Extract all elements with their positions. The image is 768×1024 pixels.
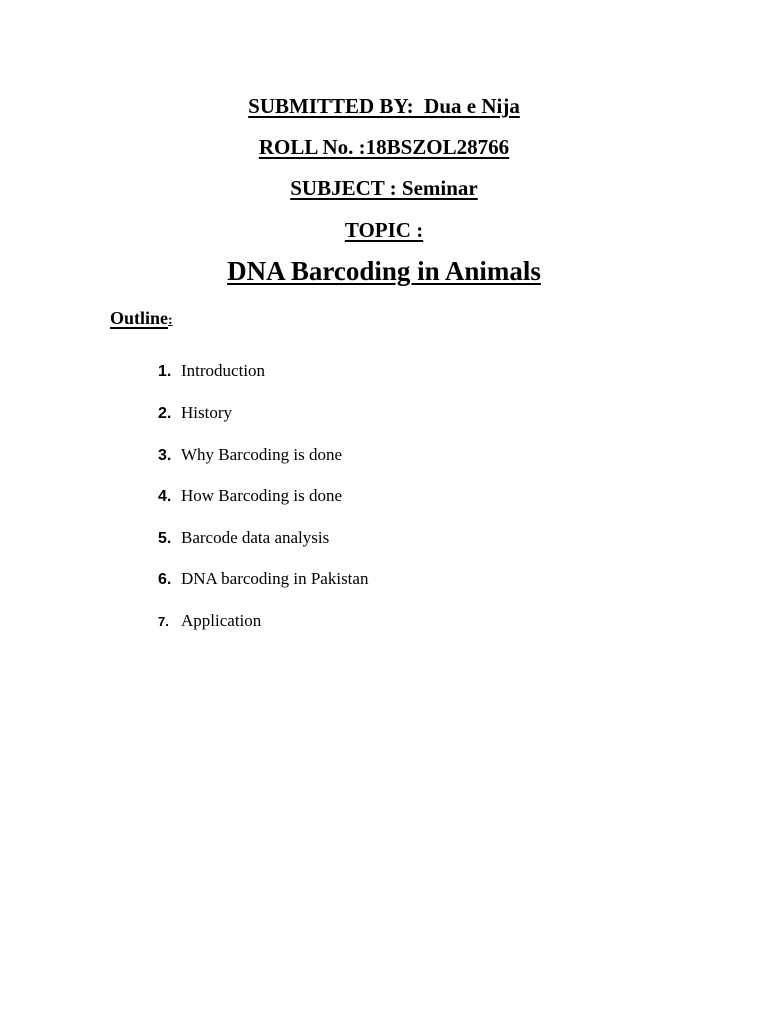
outline-item-text: How Barcoding is done bbox=[181, 486, 343, 505]
outline-item-introduction bbox=[158, 361, 265, 383]
outline-item-data-analysis bbox=[158, 528, 329, 550]
outline-item-number: 5. bbox=[158, 530, 172, 547]
outline-item-how-barcoding bbox=[158, 486, 342, 508]
outline-item-application bbox=[158, 611, 261, 633]
outline-item-number: 1. bbox=[158, 363, 172, 380]
outline-item-text: History bbox=[181, 403, 232, 422]
outline-item-text: Application bbox=[181, 611, 262, 630]
subject: SUBJECT : Seminar bbox=[290, 176, 478, 200]
outline-item-why-barcoding bbox=[158, 445, 342, 467]
outline-item-text: Why Barcoding is done bbox=[181, 445, 342, 464]
outline-item-number: 6. bbox=[158, 571, 172, 588]
outline-item-pakistan bbox=[158, 569, 368, 591]
outline-item-text: DNA barcoding in Pakistan bbox=[181, 569, 369, 588]
outline-item-text: Introduction bbox=[181, 361, 266, 380]
outline-item-text: Barcode data analysis bbox=[181, 528, 330, 547]
outline-heading-label: Outline bbox=[110, 308, 169, 328]
outline-item-history bbox=[158, 403, 232, 425]
outline-heading-colon: : bbox=[168, 313, 173, 328]
document-title: DNA Barcoding in Animals bbox=[227, 256, 541, 286]
outline-heading bbox=[110, 308, 173, 329]
submitted-by: SUBMITTED BY: Dua e Nija bbox=[248, 94, 520, 118]
roll-number: ROLL No. :18BSZOL28766 bbox=[258, 135, 510, 159]
outline-item-number: 2. bbox=[158, 405, 172, 422]
topic-label: TOPIC : bbox=[344, 218, 424, 242]
outline-item-number: 7. bbox=[158, 614, 169, 629]
outline-item-number: 4. bbox=[158, 488, 172, 505]
outline-item-number: 3. bbox=[158, 447, 172, 464]
